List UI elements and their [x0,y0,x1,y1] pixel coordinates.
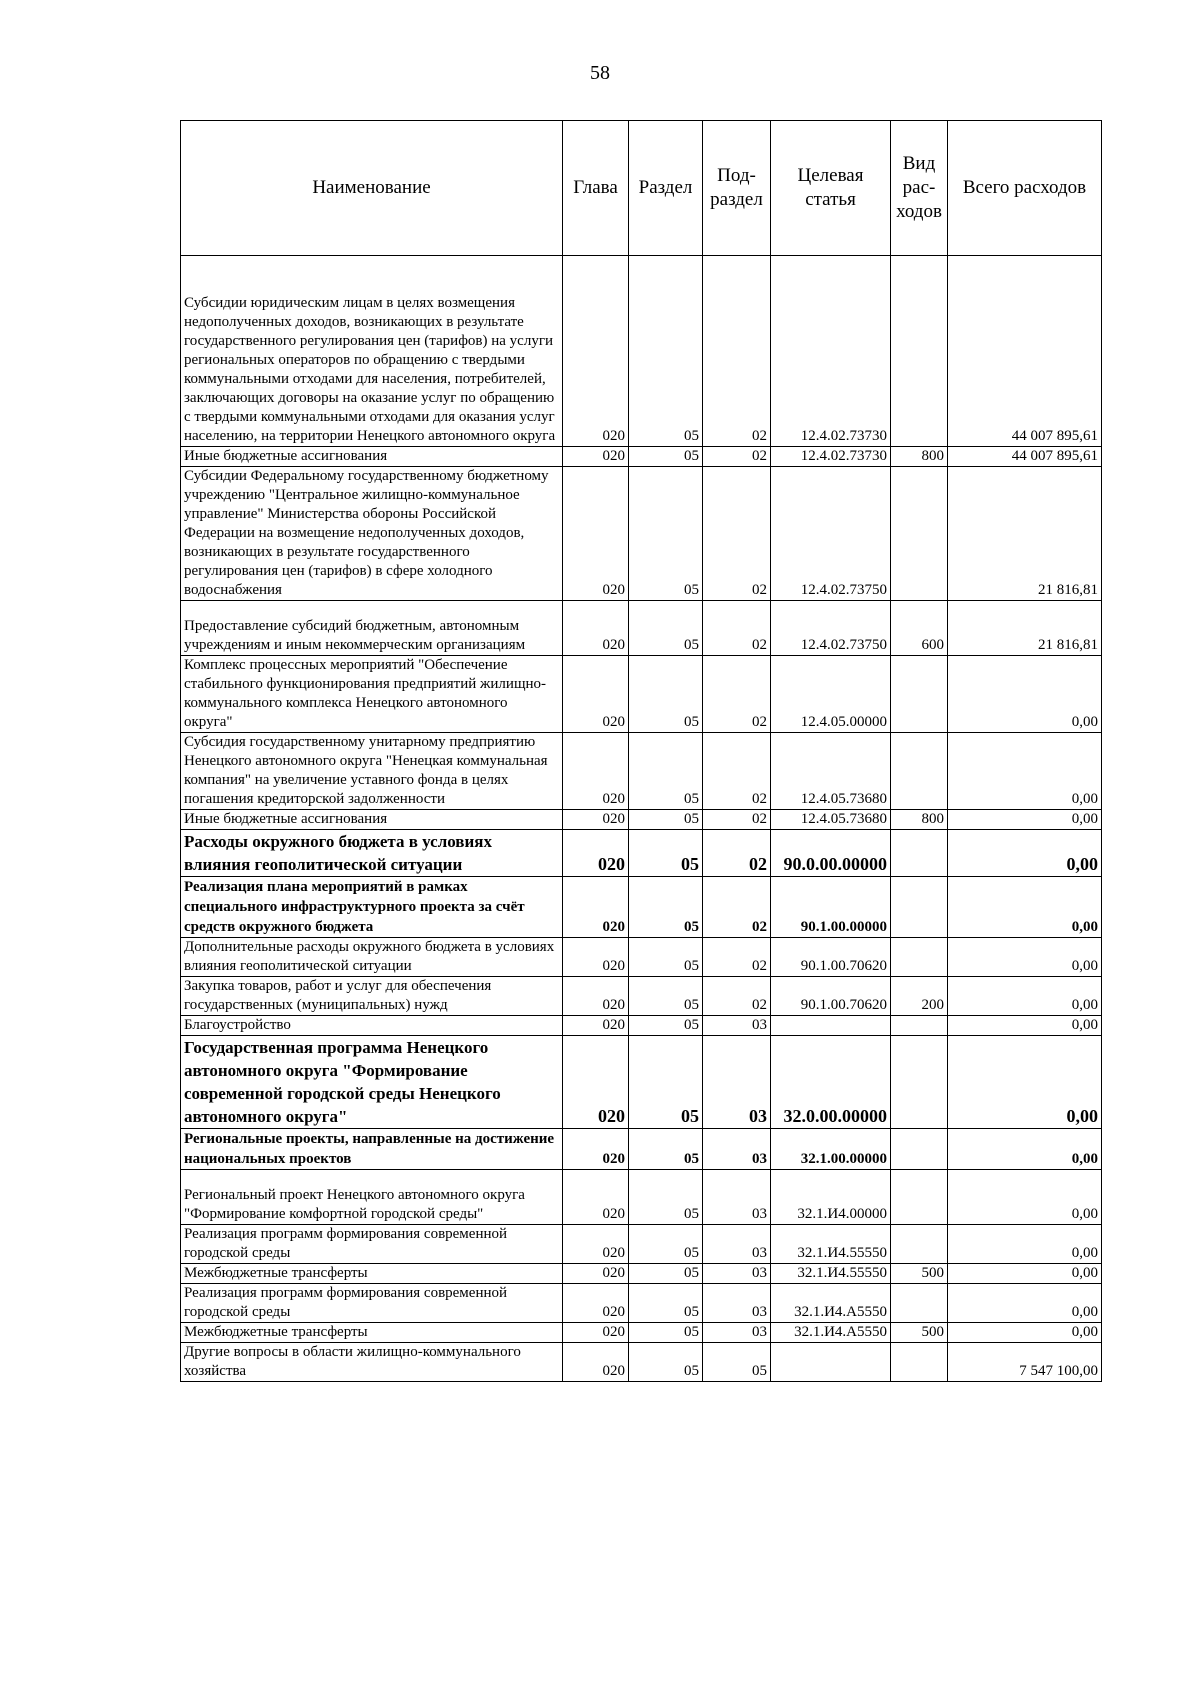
row-name: Реализация плана мероприятий в рамках специального инфраструктурного проекта за счёт средств окружного бюджета [181,877,563,938]
row-name: Иные бюджетные ассигнования [181,447,563,467]
row-total: 0,00 [948,656,1102,733]
row-exp-type: 200 [891,977,948,1016]
row-exp-type: 800 [891,447,948,467]
row-subsection: 03 [703,1225,771,1264]
row-target: 12.4.02.73750 [771,601,891,656]
row-subsection: 02 [703,447,771,467]
table-row [181,733,1102,810]
table-row [181,1016,1102,1036]
table-row [181,1284,1102,1323]
row-chapter: 020 [563,977,629,1016]
row-chapter: 020 [563,1343,629,1382]
table-header-row [181,121,1102,256]
row-target: 12.4.02.73730 [771,256,891,447]
row-total: 0,00 [948,938,1102,977]
row-target: 12.4.05.00000 [771,656,891,733]
row-subsection: 05 [703,1343,771,1382]
row-exp-type [891,1225,948,1264]
row-subsection: 02 [703,830,771,877]
row-exp-type: 600 [891,601,948,656]
row-section: 05 [629,1225,703,1264]
header-section: Раздел [629,121,703,256]
table-row [181,1170,1102,1225]
row-total: 7 547 100,00 [948,1343,1102,1382]
row-total: 21 816,81 [948,467,1102,601]
header-name: Наименование [181,121,563,256]
row-chapter: 020 [563,1323,629,1343]
table-row [181,877,1102,938]
row-name: Субсидия государственному унитарному предприятию Ненецкого автономного округа "Ненецкая коммунальная компания" на увеличение уставного фонда в целях погашения кредиторской задолженности [181,733,563,810]
row-section: 05 [629,1170,703,1225]
table-row [181,256,1102,447]
row-total: 0,00 [948,977,1102,1016]
row-target: 90.1.00.00000 [771,877,891,938]
row-target: 90.1.00.70620 [771,938,891,977]
row-chapter: 020 [563,810,629,830]
row-name: Иные бюджетные ассигнования [181,810,563,830]
row-total: 0,00 [948,1284,1102,1323]
row-subsection: 03 [703,1170,771,1225]
row-exp-type [891,256,948,447]
row-chapter: 020 [563,467,629,601]
row-section: 05 [629,1036,703,1129]
row-name: Межбюджетные трансферты [181,1264,563,1284]
row-subsection: 02 [703,977,771,1016]
budget-table [180,120,1102,1382]
table-row [181,1343,1102,1382]
table-row [181,1036,1102,1129]
row-name: Региональные проекты, направленные на достижение национальных проектов [181,1129,563,1170]
row-section: 05 [629,810,703,830]
row-section: 05 [629,1343,703,1382]
header-exp-type: Вид рас-ходов [891,121,948,256]
row-name: Региональный проект Ненецкого автономного округа "Формирование комфортной городской среды" [181,1170,563,1225]
row-section: 05 [629,1129,703,1170]
header-target: Целевая статья [771,121,891,256]
row-subsection: 02 [703,601,771,656]
row-exp-type [891,830,948,877]
row-total: 44 007 895,61 [948,447,1102,467]
row-chapter: 020 [563,1264,629,1284]
row-name: Субсидии Федеральному государственному бюджетному учреждению "Центральное жилищно-коммунальное управление" Министерства обороны Российской Федерации на возмещение недополученных доходов, возникающих в результате государственного регулирования цен (тарифов) в сфере холодного водоснабжения [181,467,563,601]
row-total: 0,00 [948,830,1102,877]
table-row [181,1129,1102,1170]
row-section: 05 [629,733,703,810]
row-subsection: 02 [703,467,771,601]
row-subsection: 02 [703,656,771,733]
row-name: Субсидии юридическим лицам в целях возмещения недополученных доходов, возникающих в результате государственного регулирования цен (тарифов) на услуги региональных операторов по обращению с твердыми коммунальными отходами для населения, потребителей, заключающих договоры на оказание услуг по обращению с твердыми коммунальными отходами для оказания услуг населению, на территории Ненецкого автономного округа [181,256,563,447]
row-target: 32.1.И4.А5550 [771,1284,891,1323]
row-subsection: 03 [703,1036,771,1129]
row-total: 0,00 [948,1264,1102,1284]
table-row [181,810,1102,830]
row-chapter: 020 [563,256,629,447]
row-target: 90.1.00.70620 [771,977,891,1016]
row-subsection: 03 [703,1284,771,1323]
row-target: 12.4.02.73730 [771,447,891,467]
row-exp-type [891,656,948,733]
row-chapter: 020 [563,877,629,938]
row-name: Закупка товаров, работ и услуг для обеспечения государственных (муниципальных) нужд [181,977,563,1016]
row-target: 32.1.00.00000 [771,1129,891,1170]
row-exp-type [891,1284,948,1323]
row-total: 0,00 [948,1016,1102,1036]
row-chapter: 020 [563,830,629,877]
row-chapter: 020 [563,1036,629,1129]
row-name: Межбюджетные трансферты [181,1323,563,1343]
row-name: Другие вопросы в области жилищно-коммунального хозяйства [181,1343,563,1382]
row-section: 05 [629,656,703,733]
row-subsection: 02 [703,256,771,447]
row-exp-type [891,467,948,601]
row-section: 05 [629,256,703,447]
row-target: 12.4.02.73750 [771,467,891,601]
table-row [181,1225,1102,1264]
row-total: 0,00 [948,1225,1102,1264]
row-target: 12.4.05.73680 [771,810,891,830]
row-total: 21 816,81 [948,601,1102,656]
row-section: 05 [629,1284,703,1323]
row-section: 05 [629,877,703,938]
row-exp-type [891,733,948,810]
row-section: 05 [629,977,703,1016]
row-name: Предоставление субсидий бюджетным, автономным учреждениям и иным некоммерческим организациям [181,601,563,656]
row-subsection: 02 [703,810,771,830]
row-total: 0,00 [948,1036,1102,1129]
row-total: 0,00 [948,1129,1102,1170]
row-target: 90.0.00.00000 [771,830,891,877]
row-name: Дополнительные расходы окружного бюджета в условиях влияния геополитической ситуации [181,938,563,977]
row-chapter: 020 [563,733,629,810]
row-section: 05 [629,830,703,877]
row-subsection: 02 [703,877,771,938]
table-row [181,601,1102,656]
row-name: Государственная программа Ненецкого автономного округа "Формирование современной городской среды Ненецкого автономного округа" [181,1036,563,1129]
table-row [181,1264,1102,1284]
row-target: 32.1.И4.А5550 [771,1323,891,1343]
table-row [181,447,1102,467]
row-subsection: 02 [703,938,771,977]
row-section: 05 [629,467,703,601]
row-target: 32.1.И4.55550 [771,1225,891,1264]
row-section: 05 [629,447,703,467]
row-total: 44 007 895,61 [948,256,1102,447]
row-chapter: 020 [563,656,629,733]
row-chapter: 020 [563,938,629,977]
row-target: 32.1.И4.00000 [771,1170,891,1225]
row-target: 32.1.И4.55550 [771,1264,891,1284]
row-name: Реализация программ формирования современной городской среды [181,1225,563,1264]
row-chapter: 020 [563,1016,629,1036]
row-name: Благоустройство [181,1016,563,1036]
row-section: 05 [629,1264,703,1284]
row-name: Реализация программ формирования современной городской среды [181,1284,563,1323]
row-exp-type [891,1343,948,1382]
row-section: 05 [629,1016,703,1036]
row-exp-type: 500 [891,1323,948,1343]
header-subsection: Под-раздел [703,121,771,256]
page-number: 58 [590,62,610,84]
row-target [771,1016,891,1036]
row-subsection: 03 [703,1323,771,1343]
row-target [771,1343,891,1382]
table-row [181,830,1102,877]
row-target: 12.4.05.73680 [771,733,891,810]
row-subsection: 03 [703,1264,771,1284]
row-chapter: 020 [563,1170,629,1225]
row-subsection: 02 [703,733,771,810]
table-row [181,467,1102,601]
row-section: 05 [629,601,703,656]
table-row [181,656,1102,733]
header-total: Всего расходов [948,121,1102,256]
row-chapter: 020 [563,1284,629,1323]
row-chapter: 020 [563,1225,629,1264]
table-row [181,1323,1102,1343]
header-chapter: Глава [563,121,629,256]
row-chapter: 020 [563,1129,629,1170]
row-total: 0,00 [948,1170,1102,1225]
table-row [181,938,1102,977]
row-name: Расходы окружного бюджета в условиях влияния геополитической ситуации [181,830,563,877]
row-total: 0,00 [948,810,1102,830]
row-section: 05 [629,1323,703,1343]
row-exp-type [891,877,948,938]
row-chapter: 020 [563,601,629,656]
table-row [181,977,1102,1016]
row-exp-type [891,1170,948,1225]
row-target: 32.0.00.00000 [771,1036,891,1129]
row-name: Комплекс процессных мероприятий "Обеспечение стабильного функционирования предприятий жилищно-коммунального комплекса Ненецкого автономного округа" [181,656,563,733]
row-exp-type [891,1016,948,1036]
row-subsection: 03 [703,1016,771,1036]
row-section: 05 [629,938,703,977]
row-exp-type [891,938,948,977]
row-total: 0,00 [948,733,1102,810]
row-chapter: 020 [563,447,629,467]
row-subsection: 03 [703,1129,771,1170]
row-total: 0,00 [948,877,1102,938]
row-exp-type [891,1129,948,1170]
row-total: 0,00 [948,1323,1102,1343]
row-exp-type: 800 [891,810,948,830]
row-exp-type: 500 [891,1264,948,1284]
row-exp-type [891,1036,948,1129]
